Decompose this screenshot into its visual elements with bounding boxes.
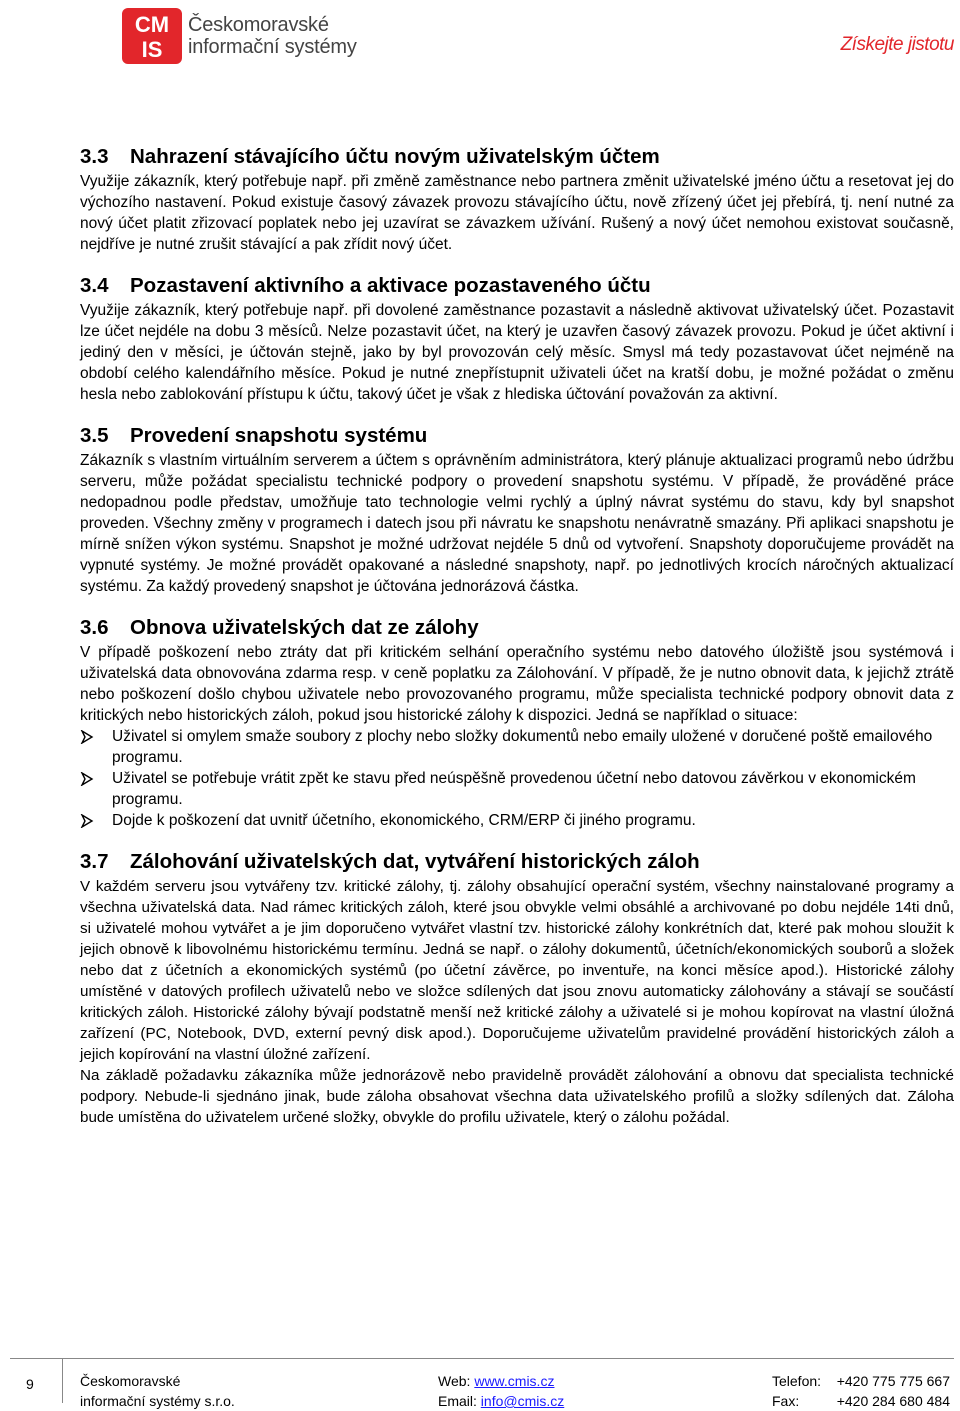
list-item: Uživatel si omylem smaže soubory z plochy nebo složky dokumentů nebo emaily uložené v doručené poště emailového programu. (80, 726, 954, 768)
section-3-6 (80, 616, 954, 831)
logo-mark-bottom: IS (141, 37, 163, 62)
arrow-bullet-icon (80, 772, 94, 786)
arrow-bullet-icon (80, 730, 94, 744)
logo-mark-top: CM (134, 12, 170, 37)
section-3-4 (80, 274, 954, 405)
document-body (80, 145, 954, 1147)
footer-phone-values: +420 775 775 667 +420 284 680 484 (836, 1373, 950, 1409)
list-item: Uživatel se potřebuje vrátit zpět ke stavu před neúspěšně provedenou účetní nebo datovou závěrkou v ekonomickém programu. (80, 768, 954, 810)
section-3-5 (80, 424, 954, 597)
section-paragraph: V každém serveru jsou vytvářeny tzv. kritické zálohy, tj. zálohy obsahující operační systém, všechny nainstalované programy a všechna uživatelská data. Nad rámec kritických záloh, které jsou obvykle velmi obsáhlé a archivované po dobu nejdéle 14ti dnů, si uživatelé mohou vytvářet a je jim doporučeno vytvářet vlastní tzv. historické zálohy konkrétních dat, které pak mohou sloužit k jejich obnově k libovolnému historickému termínu. Jedná se např. o zálohy dokumentů, účetních/ekonomických souborů a složek nebo dat z účetních a ekonomických systémů (po účetní závěrce, po inventuře, na konci měsíce apod.). Historické zálohy umístěné v datových profilech uživatelů nebo ve složce sdílených dat jsou znovu automaticky zálohovány a stávají se součástí kritických záloh. Historické zálohy bývají podstatně menší než kritické zálohy a uživatelé si je mohou kopírovat na vlastní úložná zařízení (PC, Notebook, DVD, externí pevný disk apod.). Doporučujeme uživatelům pravidelné provádění historických záloh a jejich kopírování na vlastní úložné zařízení. (80, 878, 954, 1063)
section-3-3 (80, 145, 954, 255)
footer-web-email: Web: www.cmis.cz Email: info@cmis.cz (438, 1373, 565, 1409)
slogan: Získejte jistotu (840, 34, 954, 55)
section-paragraph: Využije zákazník, který potřebuje např. při dovolené zaměstnance pozastavit a následně aktivovat uživatelský účet. Pozastavit lze účet nejdéle na dobu 3 měsíců. Nelze pozastavit účet, na který je uzavřen časový závazek provozu. Pokud je účet aktivní i jediný den v měsíci, je účtován stejně, jako by byl provozován celý měsíc. Smysl má tedy pozastavovat účet nejméně na období celého kalendářního měsíce. Pokud je nutné znepřístupnit uživateli účet na kratší dobu, je možné požádat o změnu hesla nebo zablokování přístupu k účtu, takový účet je však z hlediska účtování považován za aktivní. (80, 302, 954, 403)
section-heading: 3.5 Provedení snapshotu systému (80, 424, 428, 447)
list-item: Dojde k poškození dat uvnitř účetního, ekonomického, CRM/ERP či jiného programu. (80, 810, 954, 831)
section-heading: 3.4 Pozastavení aktivního a aktivace pozastaveného účtu (80, 274, 651, 297)
situations-list (80, 726, 954, 831)
footer-vertical-divider (62, 1358, 63, 1403)
arrow-bullet-icon (80, 814, 94, 828)
section-heading: 3.6 Obnova uživatelských dat ze zálohy (80, 616, 479, 639)
footer-phone-labels: Telefon: Fax: (772, 1373, 822, 1409)
logo-line-1: Českomoravské (188, 14, 329, 36)
email-link[interactable]: info@cmis.cz (480, 1393, 565, 1409)
section-paragraph: V případě poškození nebo ztráty dat při kritickém selhání operačního systému nebo datového úložiště jsou systémová i uživatelská data obnovována zdarma resp. v ceně poplatku za Zálohování. V případě, že je nutno obnovit data, k jejichž ztrátě nebo poškození došlo chybou uživatele nebo provozovaného programu, může specialista technické podpory obnovit data z kritických nebo historických záloh, pokud jsou historické zálohy k dispozici. Jedná se například o situace: (80, 644, 954, 724)
footer-divider (10, 1358, 954, 1359)
section-heading: 3.3 Nahrazení stávajícího účtu novým uživatelským účtem (80, 145, 660, 168)
logo-line-2: informační systémy (188, 36, 357, 58)
logo-text (188, 14, 357, 58)
page-number: 9 (26, 1376, 34, 1392)
section-paragraph: Zákazník s vlastním virtuálním serverem a účtem s oprávněním administrátora, který plánuje aktualizaci programů nebo údržbu serveru, může požádat specialistu technické podpory o provedení snapshotu systému. V případě, že prováděné práce nedopadnou podle představ, umožňuje tato technologie velmi rychlý a úplný návrat systému do stavu, kdy byl snapshot proveden. Všechny změny v programech i datech jsou při návratu ke snapshotu nenávratně smazány. Při aplikaci snapshotu je mírně snížen výkon systému. Snapshot je možné udržovat nejdéle 5 dnů od vytvoření. Snapshoty doporučujeme provádět na vypnuté systémy. Je možné provádět opakované a následné snapshoty, např. po jednotlivých krocích náročných aktualizací systému. Za každý provedený snapshot je účtována jednorázová částka. (80, 452, 954, 595)
section-3-7 (80, 850, 954, 1128)
section-heading: 3.7 Zálohování uživatelských dat, vytváření historických záloh (80, 850, 700, 873)
section-paragraph: Využije zákazník, který potřebuje např. při změně zaměstnance nebo partnera změnit uživatelské jméno účtu a resetovat jej do výchozího nastavení. Pokud existuje časový závazek provozu stávajícího účtu, nově zřízený účet jej přebírá, tj. není nutné za nový účet platit zřizovací poplatek nebo jej uzavírat se závazkem užívání. Rušený a nový účet nemohou existovat současně, nejdříve je nutné zrušit stávající a pak zřídit nový účet. (80, 173, 954, 253)
footer-company: Českomoravské informační systémy s.r.o. (80, 1373, 235, 1409)
cmis-logo-mark (122, 8, 182, 64)
web-link[interactable]: www.cmis.cz (474, 1373, 555, 1389)
section-paragraph: Na základě požadavku zákazníka může jednorázově nebo pravidelně provádět zálohování a obnovu dat specialista technické podpory. Nebude-li sjednáno jinak, bude záloha obsahovat všechna data uživatelského profilů a složky sdílených dat. Záloha bude umístěna do uživatelem určené složky, obvykle do profilu uživatele, který o zálohu požádal. (80, 1067, 954, 1126)
